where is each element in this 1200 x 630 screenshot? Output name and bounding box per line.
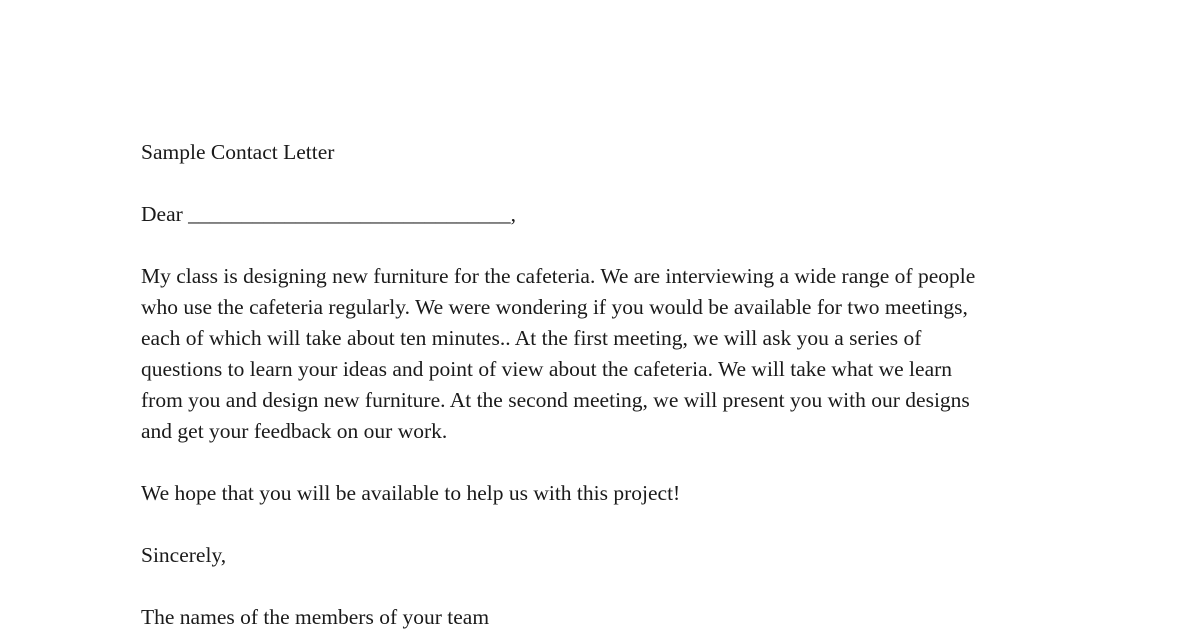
body-line: My class is designing new furniture for the cafeteria. We are interviewing a wide range of people	[141, 264, 976, 288]
document-title: Sample Contact Letter	[141, 140, 335, 164]
body-line: questions to learn your ideas and point of view about the cafeteria. We will take what we learn	[141, 357, 953, 381]
body-line: who use the cafeteria regularly. We were wondering if you would be available for two meetings,	[141, 295, 968, 319]
closing-request: We hope that you will be available to help us with this project!	[141, 481, 681, 505]
body-line: each of which will take about ten minutes.. At the first meeting, we will ask you a series of	[141, 326, 922, 350]
greeting-line: Dear ______________________________,	[141, 202, 517, 226]
sign-off: Sincerely,	[141, 543, 227, 567]
body-line: from you and design new furniture. At the second meeting, we will present you with our designs	[141, 388, 970, 412]
body-line: and get your feedback on our work.	[141, 419, 448, 443]
signature-line: The names of the members of your team	[141, 605, 490, 629]
